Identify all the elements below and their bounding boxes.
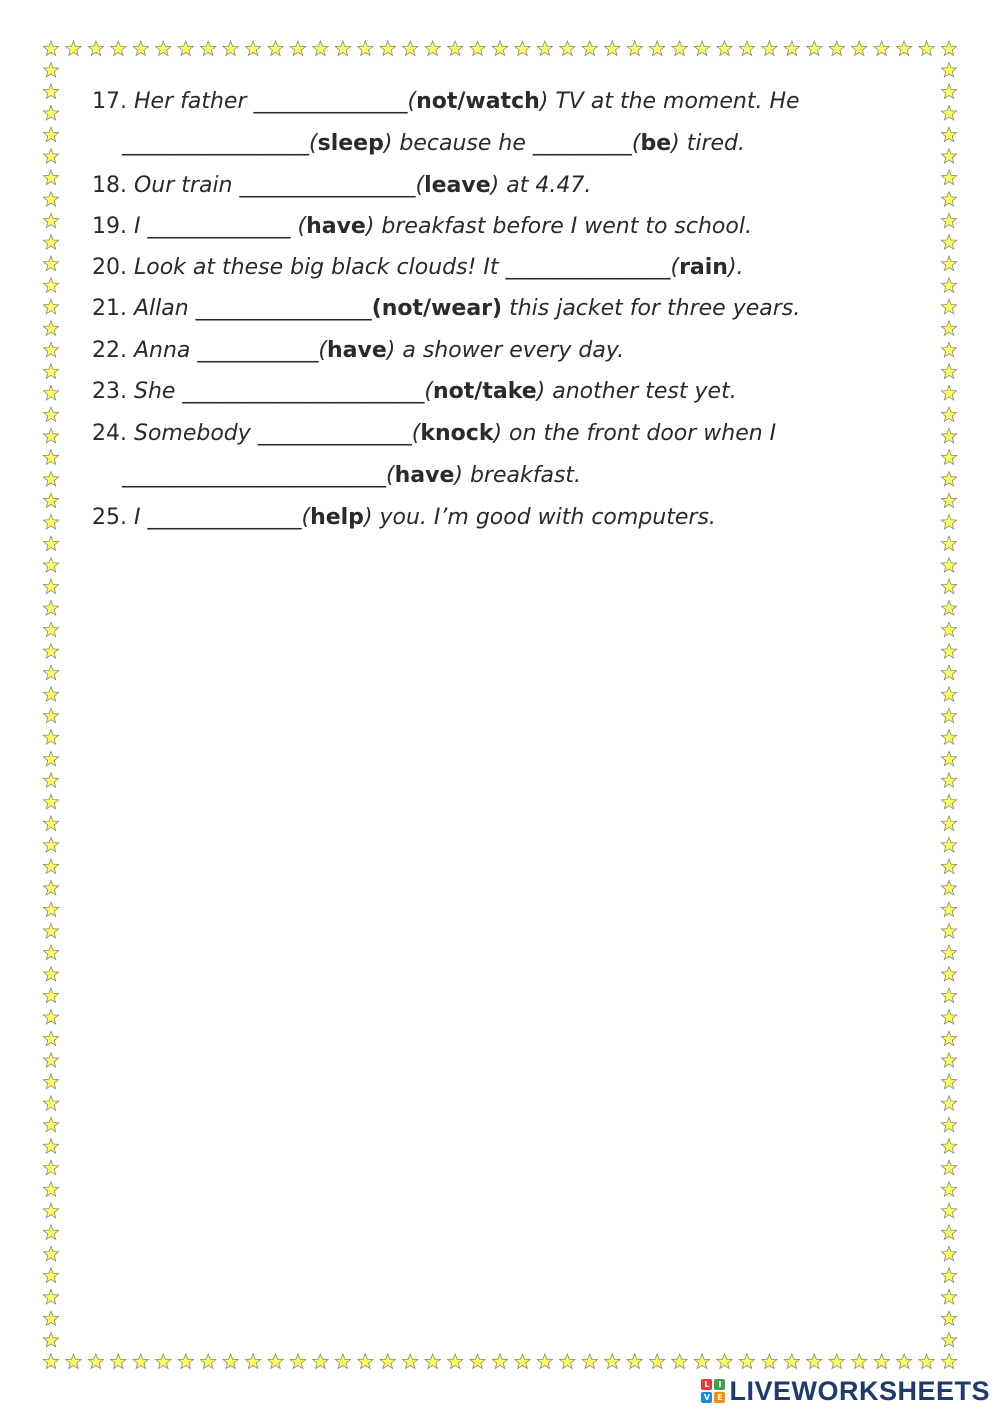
verb-hint: (not/wear) [371, 296, 503, 321]
sentence-text: Allan ________________ [127, 296, 372, 321]
star-icon [784, 41, 799, 56]
star-icon [43, 1246, 58, 1260]
star-icon [290, 1354, 305, 1369]
question-number: 21. [92, 296, 127, 321]
sentence-text: ) another test yet. [536, 379, 737, 404]
star-icon [941, 493, 956, 508]
star-icon [941, 472, 956, 487]
star-icon [403, 41, 418, 56]
sentence-text: ) TV at the moment. He [539, 89, 800, 114]
star-icon [43, 579, 58, 594]
star-icon [919, 1354, 934, 1369]
star-icon [88, 41, 103, 56]
star-icon [43, 149, 58, 164]
star-icon [941, 1160, 956, 1175]
star-icon [941, 278, 956, 292]
star-icon [941, 342, 956, 357]
star-icon [43, 601, 58, 616]
star-icon [650, 41, 665, 56]
star-icon [470, 41, 485, 56]
verb-hint: rain [679, 255, 728, 280]
star-icon [43, 773, 58, 788]
exercise-line [92, 414, 776, 454]
star-icon [941, 794, 956, 808]
star-icon [43, 967, 58, 981]
star-icon [941, 1354, 956, 1369]
star-icon [941, 837, 956, 852]
question-number: 24. [92, 421, 127, 446]
star-icon [201, 1354, 216, 1369]
verb-hint: be [640, 131, 672, 156]
star-icon [43, 472, 58, 487]
star-icon [941, 687, 956, 702]
star-icon [897, 1354, 912, 1369]
star-icon [941, 299, 956, 314]
question-number: 19. [92, 214, 127, 239]
star-icon [941, 751, 956, 766]
sentence-text: _________________( [122, 131, 318, 156]
logo-mark-tile: V [701, 1392, 712, 1403]
star-icon [694, 41, 709, 56]
star-icon [43, 902, 58, 917]
verb-hint: have [327, 338, 387, 363]
exercise-line [122, 456, 581, 496]
star-icon [807, 41, 822, 56]
star-icon [43, 364, 58, 378]
sentence-text: ) at 4.47. [490, 173, 592, 198]
question-number: 23. [92, 379, 127, 404]
star-icon [43, 385, 58, 400]
star-icon [43, 536, 58, 550]
exercise-line [92, 289, 800, 329]
question-number: 17. [92, 89, 127, 114]
star-icon [672, 41, 687, 56]
star-icon [43, 41, 58, 56]
star-icon [941, 1203, 956, 1218]
star-icon [43, 407, 58, 422]
star-icon [941, 213, 956, 228]
exercise-line [92, 166, 591, 206]
sentence-text: ) because he _________( [383, 131, 641, 156]
exercise-line [92, 372, 737, 412]
star-icon [897, 41, 912, 56]
star-icon [43, 816, 58, 831]
star-icon [470, 1354, 485, 1369]
star-icon [178, 41, 193, 56]
star-icon [111, 41, 126, 56]
logo-mark-tile: L [701, 1379, 712, 1390]
sentence-text: Somebody ______________( [127, 421, 421, 446]
star-icon [537, 1354, 552, 1369]
star-icon [941, 579, 956, 594]
star-icon [43, 1333, 58, 1347]
star-icon [43, 342, 58, 357]
star-icon [43, 665, 58, 680]
star-icon [43, 515, 58, 530]
star-icon [941, 730, 956, 745]
sentence-text: ) a shower every day. [386, 338, 625, 363]
star-icon [43, 988, 58, 1003]
star-icon [448, 41, 463, 56]
star-icon [335, 41, 350, 56]
star-icon [43, 1182, 58, 1197]
star-icon [43, 450, 58, 464]
star-icon [43, 63, 58, 78]
star-icon [829, 1354, 844, 1369]
star-icon [941, 1117, 956, 1132]
star-icon [627, 1354, 642, 1369]
star-icon [178, 1354, 193, 1369]
star-icon [941, 41, 956, 56]
sentence-text: Anna ___________( [127, 338, 327, 363]
star-icon [43, 644, 58, 659]
star-icon [941, 1289, 956, 1304]
sentence-text: this jacket for three years. [502, 296, 801, 321]
star-icon [403, 1354, 418, 1369]
star-icon [874, 41, 889, 56]
star-icon [133, 1354, 148, 1369]
star-icon [245, 1354, 260, 1369]
star-icon [380, 41, 395, 56]
star-icon [43, 192, 58, 206]
star-icon [941, 192, 956, 206]
verb-hint: help [310, 505, 364, 530]
logo-mark-tile: I [714, 1379, 725, 1390]
star-icon [43, 127, 58, 142]
star-icon [852, 41, 867, 56]
star-icon [762, 41, 777, 56]
star-icon [43, 106, 58, 120]
star-icon [43, 235, 58, 250]
star-icon [941, 149, 956, 164]
star-icon [605, 1354, 620, 1369]
verb-hint: knock [420, 421, 494, 446]
star-icon [941, 1139, 956, 1153]
star-icon [941, 988, 956, 1003]
star-icon [290, 41, 305, 56]
star-icon [313, 1354, 328, 1369]
sentence-text: I ______________( [127, 505, 311, 530]
verb-hint: not/take [433, 379, 537, 404]
liveworksheets-logo [701, 1375, 990, 1407]
star-icon [492, 41, 507, 56]
logo-text: LIVEWORKSHEETS [729, 1375, 990, 1406]
star-icon [43, 213, 58, 228]
star-icon [941, 816, 956, 831]
star-icon [268, 41, 283, 56]
sentence-text: I _____________ ( [127, 214, 307, 239]
star-icon [43, 1117, 58, 1132]
verb-hint: leave [424, 173, 491, 198]
star-icon [941, 536, 956, 550]
verb-hint: not/watch [416, 89, 540, 114]
star-icon [941, 558, 956, 573]
sentence-text: Her father ______________( [127, 89, 417, 114]
star-icon [43, 256, 58, 271]
logo-mark-icon [701, 1379, 725, 1403]
star-icon [43, 428, 58, 443]
star-icon [941, 1268, 956, 1283]
star-icon [941, 1246, 956, 1260]
star-icon [43, 924, 58, 939]
star-icon [941, 364, 956, 378]
star-icon [43, 1010, 58, 1025]
star-icon [807, 1354, 822, 1369]
star-icon [515, 1354, 530, 1369]
star-icon [43, 278, 58, 292]
star-icon [941, 1074, 956, 1089]
star-icon [560, 41, 575, 56]
star-icon [784, 1354, 799, 1369]
star-icon [941, 407, 956, 422]
star-icon [941, 924, 956, 939]
star-icon [941, 665, 956, 680]
star-icon [43, 1074, 58, 1089]
star-icon [43, 493, 58, 508]
star-icon [358, 41, 373, 56]
star-icon [941, 859, 956, 874]
exercise-line [92, 331, 624, 371]
star-icon [941, 127, 956, 142]
sentence-text: ________________________( [122, 463, 395, 488]
question-number: 18. [92, 173, 127, 198]
star-icon [941, 170, 956, 185]
star-icon [941, 1225, 956, 1239]
star-icon [694, 1354, 709, 1369]
star-icon [582, 41, 597, 56]
star-icon [515, 41, 530, 56]
star-icon [739, 41, 754, 56]
star-icon [492, 1354, 507, 1369]
star-icon [941, 601, 956, 616]
star-icon [874, 1354, 889, 1369]
star-icon [739, 1354, 754, 1369]
star-icon [941, 967, 956, 981]
star-icon [941, 256, 956, 271]
star-icon [111, 1354, 126, 1369]
star-icon [43, 1311, 58, 1325]
star-icon [537, 41, 552, 56]
sentence-text: ). [727, 255, 744, 280]
star-icon [852, 1354, 867, 1369]
star-icon [223, 1354, 238, 1369]
star-icon [919, 41, 934, 56]
star-icon [941, 644, 956, 659]
star-icon [43, 1139, 58, 1153]
sentence-text: ) on the front door when I [493, 421, 777, 446]
star-icon [941, 428, 956, 443]
star-icon [43, 558, 58, 573]
sentence-text: ) tired. [671, 131, 746, 156]
exercise-line [92, 248, 744, 288]
star-icon [43, 1053, 58, 1067]
sentence-text: ) breakfast before I went to school. [365, 214, 752, 239]
verb-hint: have [394, 463, 455, 488]
star-icon [245, 41, 260, 56]
star-icon [941, 773, 956, 788]
star-icon [43, 794, 58, 808]
star-icon [672, 1354, 687, 1369]
question-number: 25. [92, 505, 127, 530]
star-icon [43, 84, 58, 99]
star-icon [448, 1354, 463, 1369]
star-icon [941, 515, 956, 530]
star-icon [358, 1354, 373, 1369]
star-icon [941, 881, 956, 895]
star-icon [43, 751, 58, 766]
star-icon [43, 1096, 58, 1111]
star-icon [560, 1354, 575, 1369]
star-icon [43, 1289, 58, 1304]
star-icon [941, 235, 956, 250]
exercise-line [92, 207, 752, 247]
sentence-text: She ______________________( [127, 379, 434, 404]
star-icon [43, 1354, 58, 1369]
star-icon [425, 1354, 440, 1369]
exercise-line [92, 498, 716, 538]
star-icon [335, 1354, 350, 1369]
star-icon [941, 84, 956, 99]
star-icon [717, 41, 732, 56]
star-icon [941, 450, 956, 464]
star-icon [425, 41, 440, 56]
exercise-line [122, 124, 745, 164]
star-icon [941, 1096, 956, 1111]
star-icon [43, 859, 58, 874]
star-icon [43, 1203, 58, 1218]
sentence-text: Our train ________________( [127, 173, 425, 198]
star-icon [650, 1354, 665, 1369]
sentence-text: ) breakfast. [454, 463, 582, 488]
star-icon [941, 1031, 956, 1046]
star-icon [268, 1354, 283, 1369]
star-icon [43, 622, 58, 636]
star-icon [43, 299, 58, 314]
star-icon [313, 41, 328, 56]
star-icon [43, 687, 58, 702]
sentence-text: ) you. I’m good with computers. [363, 505, 716, 530]
star-icon [717, 1354, 732, 1369]
star-icon [582, 1354, 597, 1369]
star-icon [88, 1354, 103, 1369]
star-icon [43, 945, 58, 960]
star-icon [43, 881, 58, 895]
star-icon [941, 321, 956, 336]
star-icon [66, 1354, 81, 1369]
star-icon [829, 41, 844, 56]
star-icon [43, 837, 58, 852]
star-icon [43, 1225, 58, 1239]
question-number: 20. [92, 255, 127, 280]
sentence-text: Look at these big black clouds! It _______________( [127, 255, 680, 280]
star-icon [941, 902, 956, 917]
star-icon [941, 385, 956, 400]
star-icon [43, 321, 58, 336]
star-icon [941, 1311, 956, 1325]
star-icon [941, 1182, 956, 1197]
star-icon [380, 1354, 395, 1369]
star-icon [43, 1160, 58, 1175]
verb-hint: sleep [317, 131, 384, 156]
star-icon [156, 1354, 171, 1369]
star-icon [66, 41, 81, 56]
star-icon [941, 708, 956, 722]
star-icon [941, 1010, 956, 1025]
star-icon [941, 1053, 956, 1067]
exercise-line [92, 82, 800, 122]
star-icon [156, 41, 171, 56]
star-icon [43, 1031, 58, 1046]
logo-mark-tile: E [714, 1392, 725, 1403]
star-icon [605, 41, 620, 56]
star-icon [627, 41, 642, 56]
star-icon [941, 63, 956, 78]
verb-hint: have [306, 214, 366, 239]
star-icon [43, 170, 58, 185]
star-icon [43, 730, 58, 745]
star-icon [223, 41, 238, 56]
star-icon [941, 1333, 956, 1347]
star-icon [762, 1354, 777, 1369]
star-icon [941, 106, 956, 120]
star-icon [43, 708, 58, 722]
star-icon [133, 41, 148, 56]
question-number: 22. [92, 338, 127, 363]
star-icon [941, 945, 956, 960]
star-icon [43, 1268, 58, 1283]
star-icon [201, 41, 216, 56]
star-icon [941, 622, 956, 636]
